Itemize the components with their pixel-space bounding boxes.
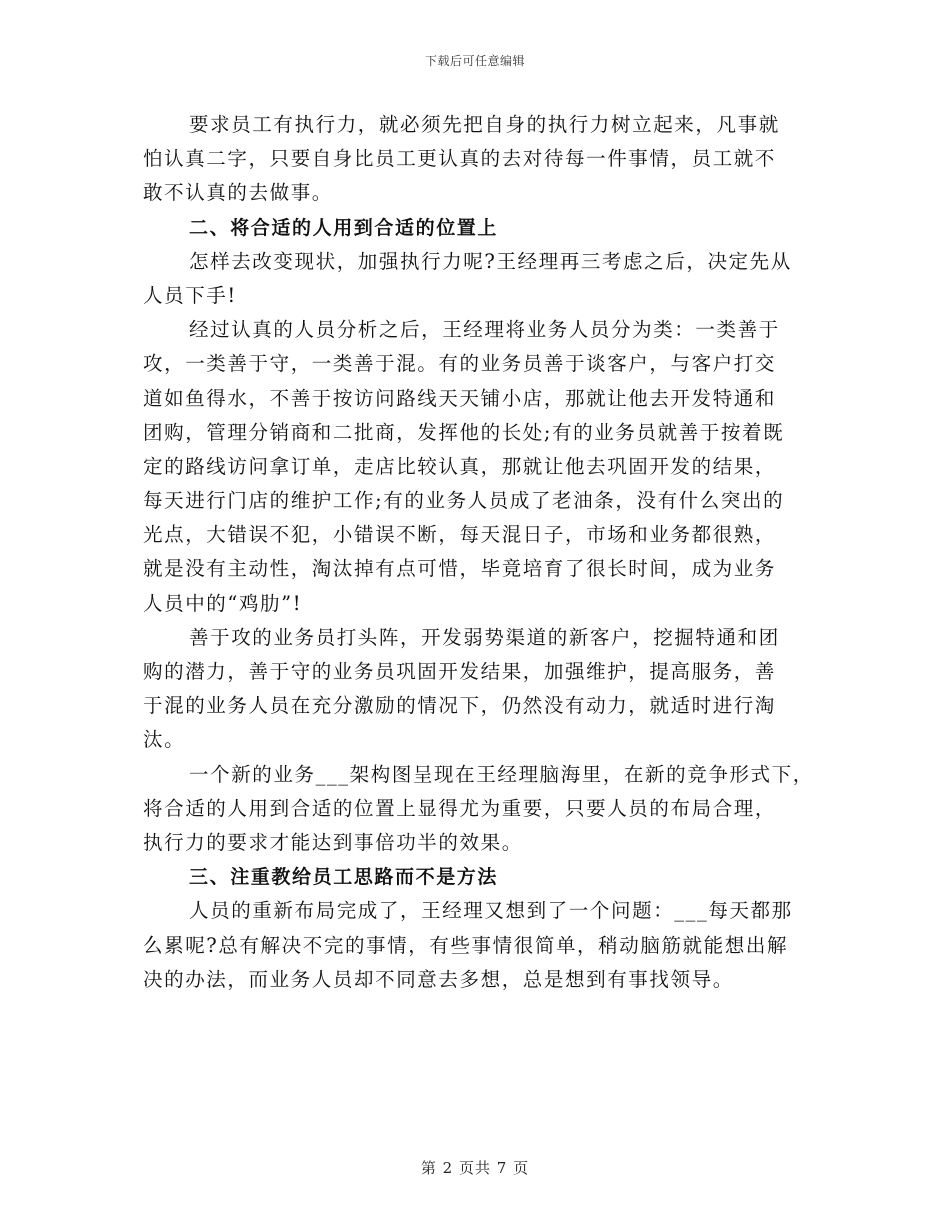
paragraph-line: 购的潜力，善于守的业务员巩固开发结果，加强维护，提高服务，善: [143, 660, 777, 683]
paragraph-line: 经过认真的人员分析之后，王经理将业务人员分为类：一类善于: [189, 318, 780, 342]
paragraph-line: 就是没有主动性，淘汰掉有点可惜，毕竟培育了很长时间，成为业务: [143, 557, 777, 581]
page-header: 下载后可任意编辑: [424, 54, 525, 68]
paragraph-line: 将合适的人用到合适的位置上显得尤为重要，只要人员的布局合理，: [143, 796, 777, 820]
paragraph-line: 决的办法，而业务人员却不同意去多想，总是想到有事找领导。: [143, 967, 734, 991]
paragraph-line: 一个新的业务___架构图呈现在王经理脑海里，在新的竞争形式下，: [189, 762, 814, 786]
paragraph-line: 于混的业务人员在充分激励的情况下，仍然没有动力，就适时进行淘: [143, 694, 777, 718]
paragraph-line: 定的路线访问拿订单，走店比较认真，那就让他去巩固开发的结果，: [143, 454, 777, 478]
paragraph-line: 人员的重新布局完成了，王经理又想到了一个问题：___每天都那: [189, 899, 793, 923]
page-number: 第 2 页共 7 页: [420, 1159, 530, 1177]
paragraph-line: 道如鱼得水，不善于按访问路线天天铺小店，那就让他去开发特通和: [143, 386, 777, 410]
paragraph-line: 要求员工有执行力，就必须先把自身的执行力树立起来，凡事就: [189, 113, 780, 136]
paragraph-line: 人员中的“鸡肋”!: [143, 591, 303, 615]
paragraph-line: 每天进行门店的维护工作;有的业务人员成了老油条，没有什么突出的: [143, 489, 785, 513]
paragraph-line: 敢不认真的去做事。: [143, 181, 333, 205]
paragraph-line: 怎样去改变现状，加强执行力呢?王经理再三考虑之后，决定先从: [189, 249, 792, 273]
document-body: [143, 108, 815, 997]
section-heading: 三、注重教给员工思路而不是方法: [189, 866, 499, 889]
paragraph-line: 汰。: [143, 728, 186, 752]
paragraph-line: 攻，一类善于守，一类善于混。有的业务员善于谈客户，与客户打交: [143, 352, 777, 376]
section-heading: 二、将合适的人用到合适的位置上: [189, 216, 499, 239]
paragraph-line: 人员下手!: [143, 283, 237, 307]
paragraph-line: 执行力的要求才能达到事倍功半的效果。: [143, 830, 523, 854]
paragraph-line: 善于攻的业务员打头阵，开发弱势渠道的新客户，挖掘特通和团: [189, 625, 780, 649]
paragraph-line: 光点，大错误不犯，小错误不断，每天混日子，市场和业务都很熟，: [143, 523, 777, 547]
paragraph-line: 怕认真二字，只要自身比员工更认真的去对待每一件事情，员工就不: [143, 147, 777, 171]
paragraph-line: 么累呢?总有解决不完的事情，有些事情很简单，稍动脑筋就能想出解: [143, 933, 789, 957]
paragraph-line: 团购，管理分销商和二批商，发挥他的长处;有的业务员就善于按着既: [143, 420, 785, 444]
